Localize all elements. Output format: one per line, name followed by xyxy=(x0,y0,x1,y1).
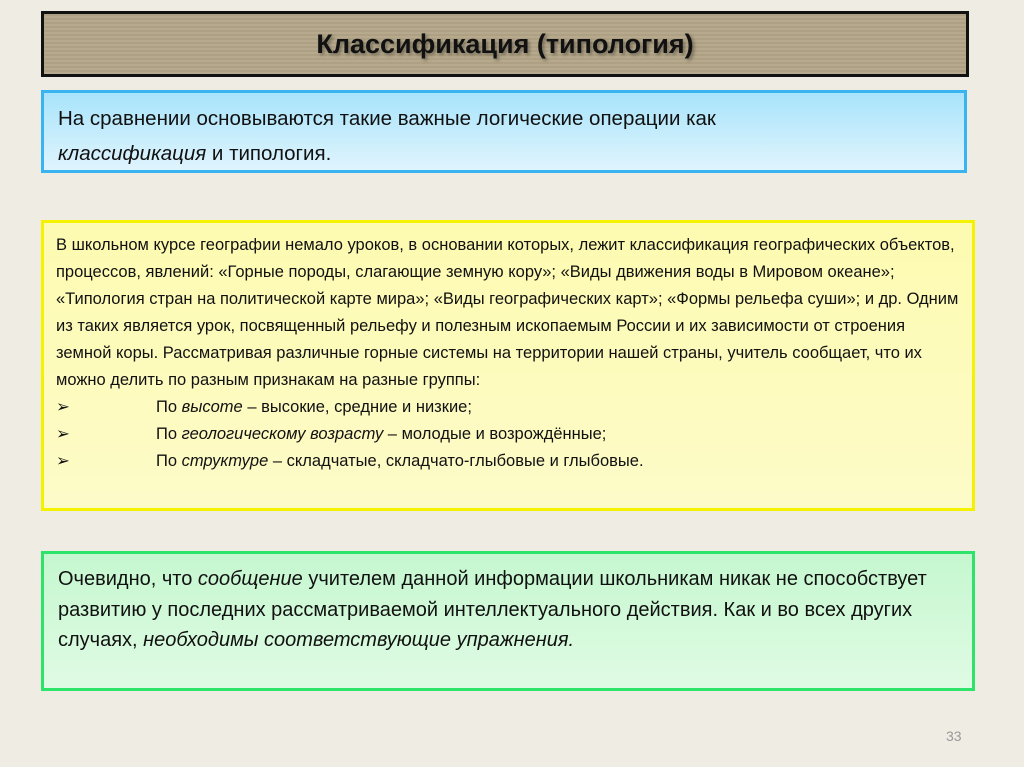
arrow-bullet-icon: ➢ xyxy=(56,425,70,443)
conclusion-emphasis: необходимы соответствующие упражнения. xyxy=(143,629,575,651)
bullet-text: – складчатые, складчато-глыбовые и глыбовые. xyxy=(268,452,644,470)
bullet-emphasis: структуре xyxy=(181,452,269,470)
bullet-prefix: По xyxy=(156,425,182,443)
example-paragraph: В школьном курсе географии немало уроков, в основании которых, лежит классификация географических объектов, процессов, явлений: «Горные породы, слагающие земную кору»; «Виды движения воды в Мировом океане»; «Типология стран на политической карте мира»; «Виды географических карт»; «Формы рельефа суши»; и др. Одним из таких является урок, посвященный рельефу и полезным ископаемым России и их зависимости от строения земной коры. Рассматривая различные горные системы на территории нашей страны, учитель сообщает, что их можно делить по разным признакам на разные группы: xyxy=(56,236,959,389)
bullet-item xyxy=(56,448,960,475)
intro-box xyxy=(41,90,967,173)
title-banner xyxy=(41,11,969,77)
bullet-emphasis: высоте xyxy=(181,398,243,416)
arrow-bullet-icon: ➢ xyxy=(56,398,70,416)
bullet-emphasis: геологическому возрасту xyxy=(181,425,384,443)
intro-text: На сравнении основываются такие важные логические операции как xyxy=(58,107,716,130)
page-number: 33 xyxy=(946,728,962,744)
arrow-bullet-icon: ➢ xyxy=(56,452,70,470)
bullet-item xyxy=(56,394,960,421)
bullet-item xyxy=(56,421,960,448)
conclusion-text: Очевидно, что xyxy=(58,568,198,590)
bullet-prefix: По xyxy=(156,398,182,416)
slide-title: Классификация (типология) xyxy=(316,28,694,59)
intro-text-end: и типология. xyxy=(206,142,332,165)
bullet-text: – молодые и возрождённые; xyxy=(383,425,607,443)
bullet-prefix: По xyxy=(156,452,182,470)
conclusion-emphasis: сообщение xyxy=(197,568,303,590)
conclusion-box xyxy=(41,551,975,691)
example-box xyxy=(41,220,975,511)
bullet-text: – высокие, средние и низкие; xyxy=(242,398,472,416)
intro-emphasis: классификация xyxy=(58,142,207,165)
conclusion-text: учителем данной информации школьникам никак не способствует развитию у последних рассматриваемой интеллектуального действия. Как и во всех других случаях, xyxy=(58,568,927,651)
